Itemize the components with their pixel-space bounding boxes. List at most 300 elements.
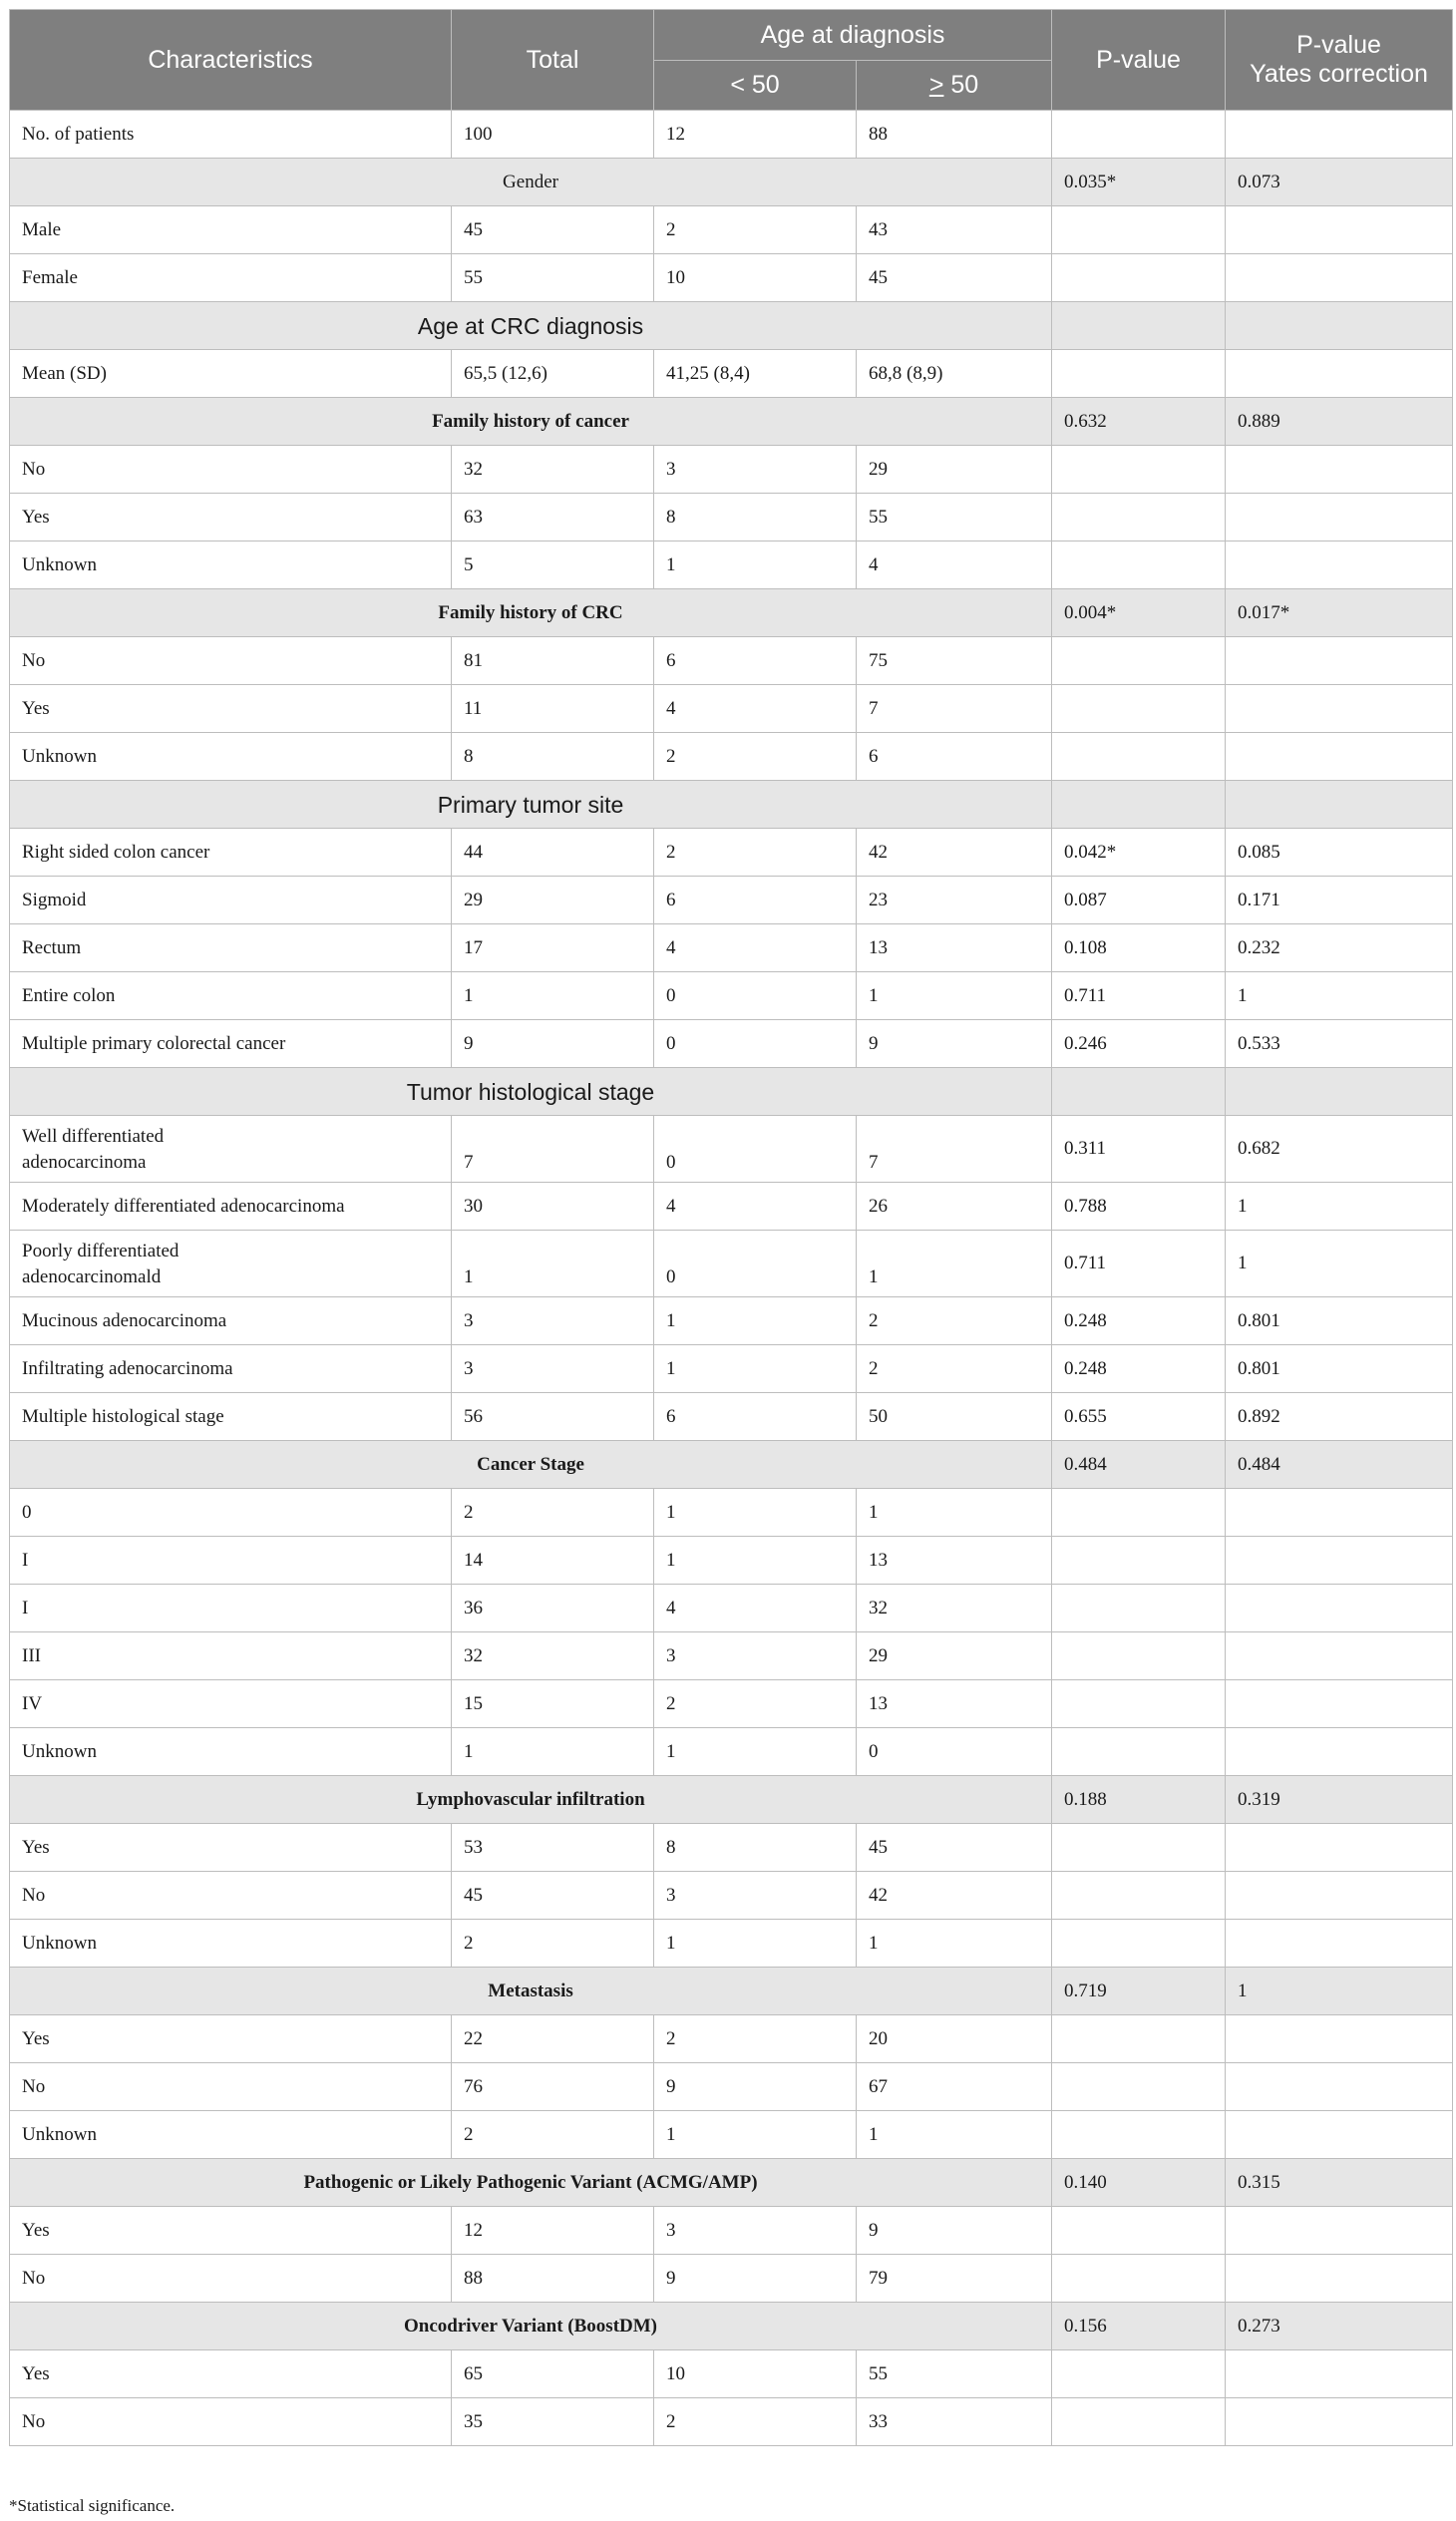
cell-total: 12 [452, 2207, 654, 2255]
section-title: Pathogenic or Likely Pathogenic Variant (ACMG/AMP) [10, 2159, 1052, 2207]
cell-characteristic: Mucinous adenocarcinoma [10, 1297, 452, 1345]
cell-p-value [1052, 1585, 1226, 1632]
cell-p-value-yates [1226, 1920, 1453, 1968]
cell-total: 76 [452, 2063, 654, 2111]
cell-p-value-yates [1226, 2207, 1453, 2255]
cell-characteristic: Female [10, 254, 452, 302]
cell-total: 1 [452, 1728, 654, 1776]
table-row [10, 350, 1453, 398]
cell-50-and-over: 2 [857, 1297, 1052, 1345]
header-p-value-yates-line2: Yates correction [1250, 60, 1428, 88]
cell-characteristic: Right sided colon cancer [10, 829, 452, 877]
cell-under-50: 9 [654, 2063, 857, 2111]
cell-50-and-over: 13 [857, 1680, 1052, 1728]
cell-p-value [1052, 111, 1226, 159]
cell-under-50: 4 [654, 1585, 857, 1632]
cell-total: 65 [452, 2350, 654, 2398]
cell-under-50: 0 [654, 1231, 857, 1297]
cell-50-and-over: 55 [857, 494, 1052, 541]
cell-p-value-yates: 1 [1226, 1968, 1453, 2015]
cell-p-value [1052, 446, 1226, 494]
table-row [10, 829, 1453, 877]
table-row [10, 1585, 1453, 1632]
cell-p-value: 0.632 [1052, 398, 1226, 446]
cell-characteristic: Yes [10, 2207, 452, 2255]
cell-p-value-yates: 0.889 [1226, 398, 1453, 446]
cell-characteristic: Infiltrating adenocarcinoma [10, 1345, 452, 1393]
cell-p-value-yates: 0.315 [1226, 2159, 1453, 2207]
cell-p-value: 0.042* [1052, 829, 1226, 877]
table-row [10, 1537, 1453, 1585]
cell-characteristic: Yes [10, 2015, 452, 2063]
cell-p-value [1052, 2350, 1226, 2398]
table-row [10, 1632, 1453, 1680]
cell-p-value [1052, 2111, 1226, 2159]
table-row [10, 877, 1453, 924]
cell-p-value [1052, 1680, 1226, 1728]
cell-characteristic: Moderately differentiated adenocarcinoma [10, 1183, 452, 1231]
section-title: Cancer Stage [10, 1441, 1052, 1489]
cell-characteristic: Entire colon [10, 972, 452, 1020]
section-title: Family history of cancer [10, 398, 1052, 446]
cell-total: 45 [452, 1872, 654, 1920]
cell-p-value-yates [1226, 2063, 1453, 2111]
cell-p-value-yates: 0.073 [1226, 159, 1453, 206]
section-title: Oncodriver Variant (BoostDM) [10, 2303, 1052, 2350]
cell-total: 32 [452, 446, 654, 494]
cell-under-50: 9 [654, 2255, 857, 2303]
cell-50-and-over: 4 [857, 541, 1052, 589]
cell-p-value-yates: 0.533 [1226, 1020, 1453, 1068]
cell-total: 63 [452, 494, 654, 541]
cell-under-50: 4 [654, 1183, 857, 1231]
cell-characteristic: Yes [10, 685, 452, 733]
cell-total: 35 [452, 2398, 654, 2446]
cell-characteristic [10, 1116, 452, 1183]
cell-50-and-over: 1 [857, 1231, 1052, 1297]
cell-p-value: 0.788 [1052, 1183, 1226, 1231]
table-row [10, 2350, 1453, 2398]
cell-total: 55 [452, 254, 654, 302]
section-title: Metastasis [10, 1968, 1052, 2015]
table-body [10, 111, 1453, 2446]
cell-50-and-over: 20 [857, 2015, 1052, 2063]
cell-p-value-yates [1226, 541, 1453, 589]
section-row [10, 302, 1453, 350]
cell-p-value-yates [1226, 1872, 1453, 1920]
cell-50-and-over: 29 [857, 446, 1052, 494]
table-row [10, 2111, 1453, 2159]
cell-p-value [1052, 1920, 1226, 1968]
cell-total: 88 [452, 2255, 654, 2303]
cell-under-50: 1 [654, 541, 857, 589]
cell-p-value [1052, 1489, 1226, 1537]
cell-total: 100 [452, 111, 654, 159]
section-title: Primary tumor site [10, 781, 1052, 829]
cell-under-50: 3 [654, 1632, 857, 1680]
cell-p-value-yates [1226, 1680, 1453, 1728]
cell-characteristic: No [10, 446, 452, 494]
cell-total: 8 [452, 733, 654, 781]
cell-p-value-yates [1226, 350, 1453, 398]
table-row [10, 733, 1453, 781]
cell-p-value [1052, 1068, 1226, 1116]
cell-50-and-over: 26 [857, 1183, 1052, 1231]
cell-under-50: 6 [654, 637, 857, 685]
cell-p-value-yates [1226, 2398, 1453, 2446]
table-row [10, 924, 1453, 972]
cell-p-value-yates [1226, 1489, 1453, 1537]
cell-p-value-yates: 0.085 [1226, 829, 1453, 877]
cell-p-value: 0.248 [1052, 1345, 1226, 1393]
cell-total: 2 [452, 1920, 654, 1968]
cell-under-50: 10 [654, 254, 857, 302]
cell-under-50: 2 [654, 829, 857, 877]
cell-p-value-yates [1226, 2111, 1453, 2159]
cell-50-and-over: 6 [857, 733, 1052, 781]
section-row [10, 781, 1453, 829]
cell-total: 2 [452, 1489, 654, 1537]
section-row [10, 398, 1453, 446]
cell-p-value [1052, 1824, 1226, 1872]
cell-p-value-yates [1226, 637, 1453, 685]
cell-total: 9 [452, 1020, 654, 1068]
cell-characteristic: Rectum [10, 924, 452, 972]
table-row [10, 1183, 1453, 1231]
table-row [10, 111, 1453, 159]
cell-p-value [1052, 637, 1226, 685]
cell-p-value-yates [1226, 1537, 1453, 1585]
header-p-value: P-value [1052, 10, 1226, 111]
cell-under-50: 2 [654, 206, 857, 254]
header-50-and-over [857, 61, 1052, 111]
section-title: Age at CRC diagnosis [10, 302, 1052, 350]
section-title: Gender [10, 159, 1052, 206]
cell-50-and-over: 43 [857, 206, 1052, 254]
cell-p-value-yates [1226, 733, 1453, 781]
table-row [10, 494, 1453, 541]
label-line-1: Poorly differentiated [22, 1241, 180, 1261]
cell-characteristic: No [10, 1872, 452, 1920]
cell-characteristic: No. of patients [10, 111, 452, 159]
cell-under-50: 3 [654, 446, 857, 494]
header-characteristics: Characteristics [10, 10, 452, 111]
cell-p-value-yates: 0.682 [1226, 1116, 1453, 1183]
cell-50-and-over: 79 [857, 2255, 1052, 2303]
cell-under-50: 1 [654, 1537, 857, 1585]
cell-p-value [1052, 254, 1226, 302]
section-row [10, 2159, 1453, 2207]
cell-p-value: 0.484 [1052, 1441, 1226, 1489]
cell-characteristic: I [10, 1585, 452, 1632]
table-row [10, 1231, 1453, 1297]
cell-50-and-over: 9 [857, 1020, 1052, 1068]
cell-characteristic [10, 1231, 452, 1297]
cell-50-and-over: 45 [857, 1824, 1052, 1872]
cell-total: 30 [452, 1183, 654, 1231]
cell-p-value-yates [1226, 1068, 1453, 1116]
cell-p-value: 0.246 [1052, 1020, 1226, 1068]
cell-total: 36 [452, 1585, 654, 1632]
section-row [10, 2303, 1453, 2350]
table-row [10, 2398, 1453, 2446]
table-row [10, 1824, 1453, 1872]
cell-characteristic: Yes [10, 1824, 452, 1872]
table-row [10, 206, 1453, 254]
cell-total: 29 [452, 877, 654, 924]
cell-characteristic: Unknown [10, 733, 452, 781]
cell-under-50: 1 [654, 1297, 857, 1345]
cell-p-value: 0.711 [1052, 972, 1226, 1020]
cell-50-and-over: 1 [857, 2111, 1052, 2159]
cell-characteristic: Male [10, 206, 452, 254]
cell-p-value: 0.087 [1052, 877, 1226, 924]
cell-characteristic: No [10, 2398, 452, 2446]
table-row [10, 541, 1453, 589]
cell-characteristic: 0 [10, 1489, 452, 1537]
section-row [10, 159, 1453, 206]
cell-p-value-yates [1226, 2015, 1453, 2063]
cell-p-value-yates: 0.273 [1226, 2303, 1453, 2350]
cell-p-value-yates [1226, 1585, 1453, 1632]
cell-p-value-yates [1226, 781, 1453, 829]
characteristics-table [9, 9, 1453, 2446]
cell-total: 3 [452, 1297, 654, 1345]
table-row [10, 1872, 1453, 1920]
cell-under-50: 0 [654, 1020, 857, 1068]
cell-under-50: 8 [654, 1824, 857, 1872]
header-age-at-diagnosis: Age at diagnosis [654, 10, 1052, 61]
cell-50-and-over: 0 [857, 1728, 1052, 1776]
cell-p-value: 0.156 [1052, 2303, 1226, 2350]
section-title: Tumor histological stage [10, 1068, 1052, 1116]
cell-total: 65,5 (12,6) [452, 350, 654, 398]
cell-under-50: 6 [654, 877, 857, 924]
table-row [10, 637, 1453, 685]
table-row [10, 1393, 1453, 1441]
cell-total: 15 [452, 1680, 654, 1728]
cell-50-and-over: 1 [857, 1920, 1052, 1968]
cell-total: 5 [452, 541, 654, 589]
cell-p-value [1052, 2207, 1226, 2255]
cell-p-value-yates: 0.171 [1226, 877, 1453, 924]
cell-p-value [1052, 2255, 1226, 2303]
cell-under-50: 1 [654, 1345, 857, 1393]
table-row [10, 2255, 1453, 2303]
cell-50-and-over: 13 [857, 924, 1052, 972]
footnote: *Statistical significance. [9, 2496, 176, 2515]
header-p-value-yates-line1: P-value [1296, 31, 1381, 59]
cell-50-and-over: 42 [857, 1872, 1052, 1920]
cell-total: 44 [452, 829, 654, 877]
cell-characteristic: No [10, 637, 452, 685]
cell-characteristic: No [10, 2255, 452, 2303]
table-row [10, 254, 1453, 302]
cell-p-value: 0.719 [1052, 1968, 1226, 2015]
table-row [10, 685, 1453, 733]
cell-under-50: 1 [654, 2111, 857, 2159]
cell-under-50: 0 [654, 1116, 857, 1183]
table-row [10, 1345, 1453, 1393]
cell-50-and-over: 45 [857, 254, 1052, 302]
ge-symbol: > [928, 71, 944, 99]
cell-p-value-yates: 0.801 [1226, 1345, 1453, 1393]
table-header [10, 10, 1453, 111]
table-row [10, 1116, 1453, 1183]
cell-p-value [1052, 494, 1226, 541]
cell-p-value [1052, 1728, 1226, 1776]
cell-p-value-yates: 0.017* [1226, 589, 1453, 637]
cell-p-value [1052, 302, 1226, 350]
table-row [10, 972, 1453, 1020]
cell-total: 45 [452, 206, 654, 254]
cell-under-50: 1 [654, 1489, 857, 1537]
section-title: Family history of CRC [10, 589, 1052, 637]
cell-p-value [1052, 1632, 1226, 1680]
cell-total: 81 [452, 637, 654, 685]
cell-under-50: 4 [654, 924, 857, 972]
cell-50-and-over: 7 [857, 1116, 1052, 1183]
cell-total: 11 [452, 685, 654, 733]
header-total: Total [452, 10, 654, 111]
cell-p-value-yates [1226, 685, 1453, 733]
cell-total: 3 [452, 1345, 654, 1393]
cell-50-and-over: 1 [857, 1489, 1052, 1537]
cell-p-value [1052, 781, 1226, 829]
cell-50-and-over: 50 [857, 1393, 1052, 1441]
cell-under-50: 0 [654, 972, 857, 1020]
cell-50-and-over: 23 [857, 877, 1052, 924]
cell-p-value-yates: 0.232 [1226, 924, 1453, 972]
label-line-2: adenocarcinomald [22, 1266, 162, 1287]
cell-under-50: 6 [654, 1393, 857, 1441]
cell-50-and-over: 55 [857, 2350, 1052, 2398]
cell-characteristic: Sigmoid [10, 877, 452, 924]
cell-p-value: 0.140 [1052, 2159, 1226, 2207]
table-row [10, 1297, 1453, 1345]
cell-p-value-yates: 0.892 [1226, 1393, 1453, 1441]
cell-p-value-yates: 0.801 [1226, 1297, 1453, 1345]
table-row [10, 446, 1453, 494]
cell-characteristic: No [10, 2063, 452, 2111]
cell-p-value [1052, 2063, 1226, 2111]
table-row [10, 2207, 1453, 2255]
cell-p-value [1052, 1537, 1226, 1585]
table-row [10, 1680, 1453, 1728]
cell-p-value [1052, 206, 1226, 254]
cell-p-value [1052, 733, 1226, 781]
cell-p-value-yates [1226, 206, 1453, 254]
cell-p-value-yates [1226, 1824, 1453, 1872]
cell-p-value-yates: 1 [1226, 1231, 1453, 1297]
cell-p-value: 0.711 [1052, 1231, 1226, 1297]
table-row [10, 1728, 1453, 1776]
section-row [10, 1776, 1453, 1824]
cell-p-value [1052, 541, 1226, 589]
cell-under-50: 3 [654, 2207, 857, 2255]
cell-50-and-over: 68,8 (8,9) [857, 350, 1052, 398]
cell-p-value-yates [1226, 302, 1453, 350]
cell-under-50: 10 [654, 2350, 857, 2398]
cell-p-value-yates: 0.484 [1226, 1441, 1453, 1489]
cell-p-value [1052, 350, 1226, 398]
cell-50-and-over: 32 [857, 1585, 1052, 1632]
cell-50-and-over: 33 [857, 2398, 1052, 2446]
header-p-value-yates [1226, 10, 1453, 111]
cell-p-value-yates [1226, 2350, 1453, 2398]
cell-characteristic: Mean (SD) [10, 350, 452, 398]
label-line-2: adenocarcinoma [22, 1152, 147, 1173]
table-row [10, 1020, 1453, 1068]
cell-under-50: 8 [654, 494, 857, 541]
cell-p-value-yates: 0.319 [1226, 1776, 1453, 1824]
cell-total: 22 [452, 2015, 654, 2063]
cell-under-50: 4 [654, 685, 857, 733]
cell-characteristic: Unknown [10, 1728, 452, 1776]
cell-total: 1 [452, 1231, 654, 1297]
cell-50-and-over: 1 [857, 972, 1052, 1020]
cell-total: 2 [452, 2111, 654, 2159]
cell-total: 17 [452, 924, 654, 972]
cell-characteristic: I [10, 1537, 452, 1585]
ge-number: 50 [943, 71, 979, 99]
cell-under-50: 2 [654, 733, 857, 781]
cell-under-50: 3 [654, 1872, 857, 1920]
cell-under-50: 1 [654, 1728, 857, 1776]
table-row [10, 2015, 1453, 2063]
cell-p-value-yates [1226, 254, 1453, 302]
section-row [10, 1441, 1453, 1489]
cell-characteristic: Unknown [10, 1920, 452, 1968]
header-under-50: < 50 [654, 61, 857, 111]
cell-p-value: 0.311 [1052, 1116, 1226, 1183]
cell-p-value: 0.188 [1052, 1776, 1226, 1824]
cell-under-50: 2 [654, 2015, 857, 2063]
table-row [10, 2063, 1453, 2111]
cell-p-value [1052, 685, 1226, 733]
cell-p-value [1052, 1872, 1226, 1920]
cell-characteristic: Yes [10, 2350, 452, 2398]
cell-under-50: 12 [654, 111, 857, 159]
cell-total: 1 [452, 972, 654, 1020]
cell-under-50: 41,25 (8,4) [654, 350, 857, 398]
cell-under-50: 1 [654, 1920, 857, 1968]
section-row [10, 1968, 1453, 2015]
cell-50-and-over: 67 [857, 2063, 1052, 2111]
cell-p-value: 0.004* [1052, 589, 1226, 637]
cell-p-value-yates [1226, 1728, 1453, 1776]
cell-50-and-over: 42 [857, 829, 1052, 877]
cell-50-and-over: 7 [857, 685, 1052, 733]
cell-p-value-yates: 1 [1226, 972, 1453, 1020]
cell-p-value-yates: 1 [1226, 1183, 1453, 1231]
cell-50-and-over: 13 [857, 1537, 1052, 1585]
cell-total: 7 [452, 1116, 654, 1183]
cell-50-and-over: 2 [857, 1345, 1052, 1393]
cell-p-value-yates [1226, 494, 1453, 541]
cell-total: 14 [452, 1537, 654, 1585]
cell-total: 56 [452, 1393, 654, 1441]
cell-p-value-yates [1226, 111, 1453, 159]
cell-p-value-yates [1226, 1632, 1453, 1680]
cell-50-and-over: 75 [857, 637, 1052, 685]
cell-characteristic: Multiple primary colorectal cancer [10, 1020, 452, 1068]
section-title: Lymphovascular infiltration [10, 1776, 1052, 1824]
label-line-1: Well differentiated [22, 1126, 165, 1147]
cell-characteristic: III [10, 1632, 452, 1680]
cell-characteristic: Unknown [10, 2111, 452, 2159]
cell-total: 53 [452, 1824, 654, 1872]
